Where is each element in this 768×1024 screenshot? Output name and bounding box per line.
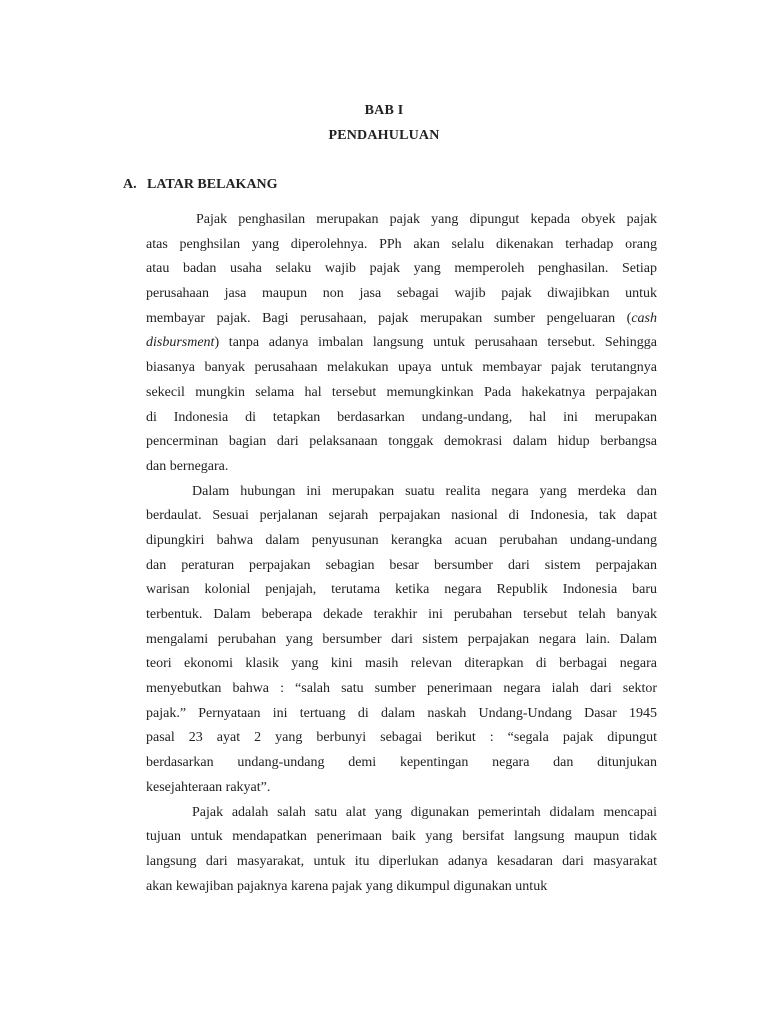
section-title: LATAR BELAKANG <box>147 177 278 192</box>
text-line: dipungkiri bahwa dalam penyusunan kerangka acuan perubahan undang-undang <box>146 532 657 548</box>
text-line: akan kewajiban pajaknya karena pajak yang dikumpul digunakan untuk <box>146 878 548 894</box>
text-line: berdaulat. Sesuai perjalanan sejarah perpajakan nasional di Indonesia, tak dapat <box>146 508 657 524</box>
text-line: perusahaan jasa maupun non jasa sebagai wajib pajak diwajibkan untuk <box>146 286 657 302</box>
text-line: pencerminan bagian dari pelaksanaan tonggak demokrasi dalam hidup berbangsa <box>146 434 657 450</box>
text-line: langsung dari masyarakat, untuk itu diperlukan adanya kesadaran dari masyarakat <box>146 853 657 869</box>
text-line: kesejahteraan rakyat”. <box>146 779 271 795</box>
chapter-title: PENDAHULUAN <box>328 128 440 143</box>
text-line: dan bernegara. <box>146 458 229 474</box>
text-line: Pajak penghasilan merupakan pajak yang dipungut kepada obyek pajak <box>196 212 657 227</box>
paragraph <box>146 208 657 480</box>
text-line: atau badan usaha selaku wajib pajak yang memperoleh penghasilan. Setiap <box>146 261 657 277</box>
body-text <box>146 208 657 899</box>
paragraph <box>146 801 657 900</box>
section-heading <box>123 177 278 193</box>
text-line: tujuan untuk mendapatkan penerimaan baik yang bersifat langsung maupun tidak <box>146 829 657 845</box>
text-line: warisan kolonial penjajah, terutama ketika negara Republik Indonesia baru <box>146 582 657 598</box>
chapter-number: BAB I <box>364 103 404 118</box>
text-line: Dalam hubungan ini merupakan suatu realita negara yang merdeka dan <box>192 483 657 499</box>
text-line: atas penghsilan yang diperolehnya. PPh akan selalu dikenakan terhadap orang <box>146 236 657 252</box>
paragraph <box>146 480 657 801</box>
text-line: pajak.” Pernyataan ini tertuang di dalam naskah Undang-Undang Dasar 1945 <box>146 705 657 721</box>
text-line: membayar pajak. Bagi perusahaan, pajak merupakan sumber pengeluaran (cash <box>146 310 657 326</box>
section-marker: A. <box>123 177 137 192</box>
text-line: disbursment) tanpa adanya imbalan langsung untuk perusahaan tersebut. Sehingga <box>146 335 657 351</box>
text-line: menyebutkan bahwa : “salah satu sumber penerimaan negara ialah dari sektor <box>146 681 657 697</box>
text-line: teori ekonomi klasik yang kini masih relevan diterapkan di berbagai negara <box>146 656 657 672</box>
text-line: dan peraturan perpajakan sebagian besar bersumber dari sistem perpajakan <box>146 557 657 573</box>
text-line: mengalami perubahan yang bersumber dari sistem perpajakan negara lain. Dalam <box>146 631 657 647</box>
text-line: Pajak adalah salah satu alat yang digunakan pemerintah didalam mencapai <box>192 804 657 820</box>
text-line: di Indonesia di tetapkan berdasarkan undang-undang, hal ini merupakan <box>146 409 657 425</box>
text-line: sekecil mungkin selama hal tersebut memungkinkan Pada hakekatnya perpajakan <box>146 384 657 400</box>
text-line: terbentuk. Dalam beberapa dekade terakhir ini perubahan tersebut telah banyak <box>146 607 657 622</box>
text-line: berdasarkan undang-undang demi kepentingan negara dan ditunjukan <box>146 755 657 771</box>
text-line: biasanya banyak perusahaan melakukan upaya untuk membayar pajak terutangnya <box>146 360 657 376</box>
text-line: pasal 23 ayat 2 yang berbunyi sebagai berikut : “segala pajak dipungut <box>146 730 657 746</box>
